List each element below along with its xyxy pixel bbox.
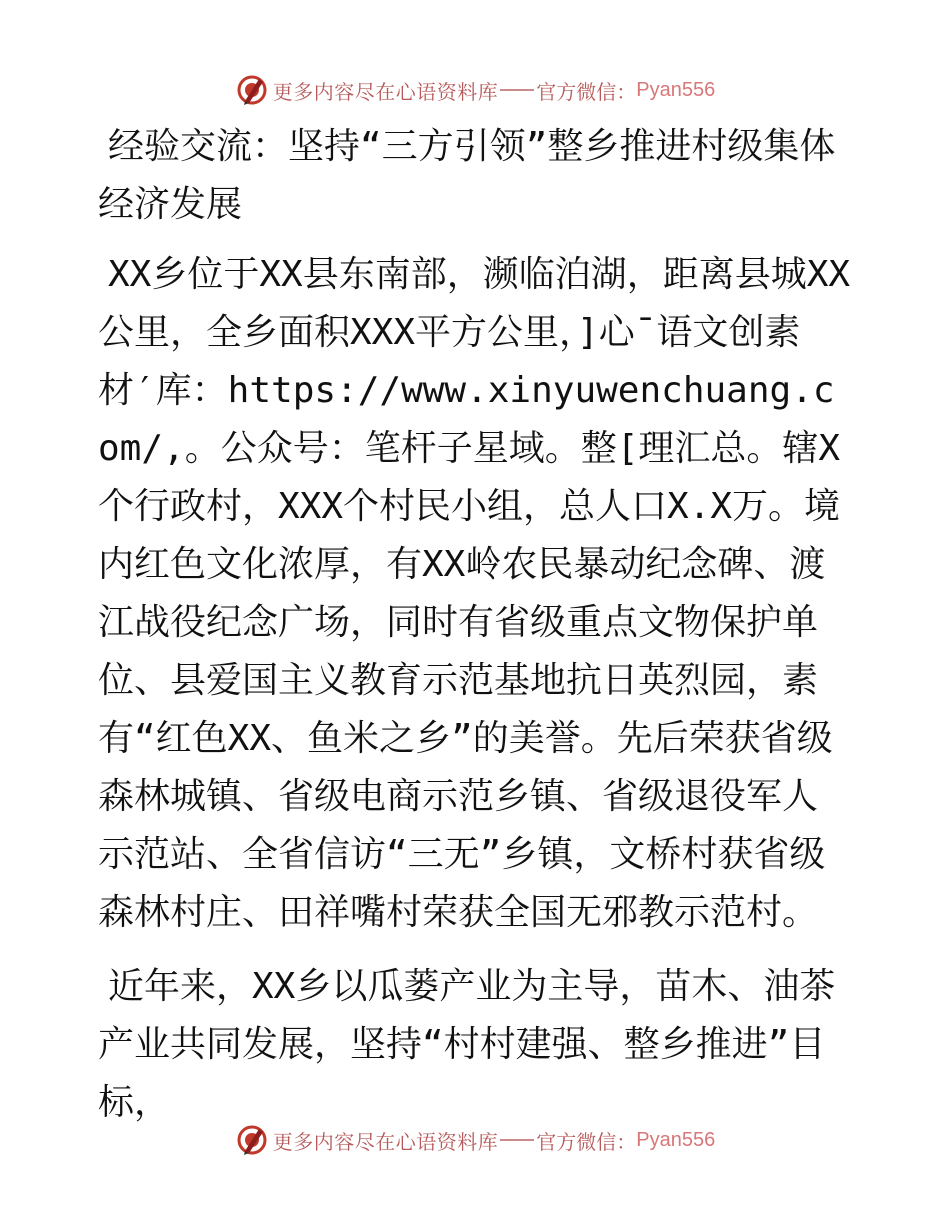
watermark-wechat-label: 官方微信： xyxy=(536,79,637,104)
footer-watermark xyxy=(0,1120,950,1160)
document-paragraph: 近年来，XX乡以瓜蒌产业为主导，苗木、油茶产业共同发展，坚持“村村建强、整乡推进”目标， xyxy=(98,966,836,1123)
watermark-dash xyxy=(500,1139,534,1141)
watermark-wechat-id: Pyan556 xyxy=(636,78,716,101)
watermark-wechat-label: 官方微信： xyxy=(536,1129,637,1154)
document-paragraph: XX乡位于XX县东南部，濒临泊湖，距离县城XX公里，全乡面积XXX平方公里，]心¯语文创素材′库：https://www.xinyuwenchuang.com/,。公众号：笔杆子星域。整[理汇总。辖X个行政村，XXX个村民小组，总人口X.X万。境内红色文化浓厚，有XX岭农民暴动纪念碑、渡江战役纪念广场，同时有省级重点文物保护单位、县爱国主义教育示范基地抗日英烈园，素有“红色XX、鱼米之乡”的美誉。先后荣获省级森林城镇、省级电商示范乡镇、省级退役军人示范站、全省信访“三无”乡镇，文桥村获省级森林村庄、田祥嘴村荣获全国无邪教示范村。 xyxy=(98,254,851,933)
document-body xyxy=(98,118,852,1132)
red-pen-circle-logo-icon xyxy=(235,1123,269,1157)
watermark-text: 更多内容尽在心语资料库 xyxy=(272,1129,499,1154)
document-title: 经验交流：坚持“三方引领”整乡推进村级集体经济发展 xyxy=(98,126,836,225)
header-watermark xyxy=(0,70,950,110)
watermark-text: 更多内容尽在心语资料库 xyxy=(272,79,499,104)
red-pen-circle-logo-icon xyxy=(235,73,269,107)
watermark-dash xyxy=(500,89,534,91)
watermark-wechat-id: Pyan556 xyxy=(636,1128,716,1151)
